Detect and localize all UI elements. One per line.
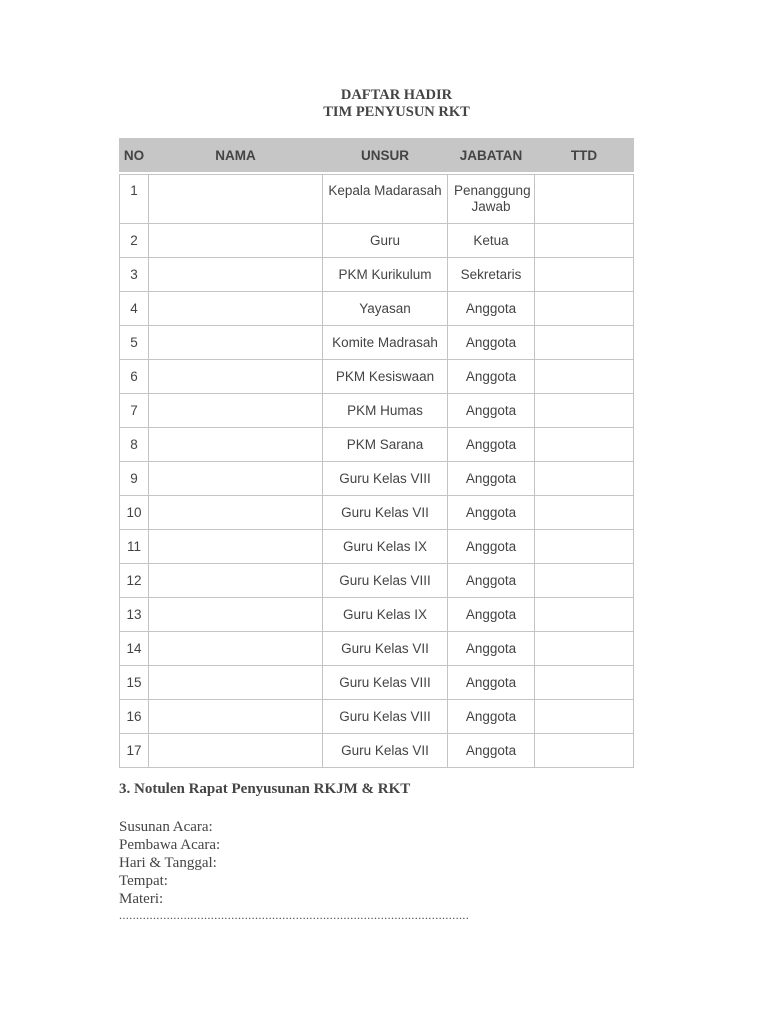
cell-nama — [149, 428, 323, 462]
cell-unsur: Guru Kelas VIII — [323, 700, 448, 734]
cell-unsur: Guru Kelas VII — [323, 632, 448, 666]
cell-unsur: Guru Kelas VIII — [323, 666, 448, 700]
cell-no: 4 — [120, 292, 149, 326]
cell-no: 8 — [120, 428, 149, 462]
cell-unsur: Guru Kelas VIII — [323, 564, 448, 598]
header-jabatan: JABATAN — [448, 139, 535, 172]
field-tempat: Tempat: — [119, 873, 168, 889]
header-nama: NAMA — [149, 139, 323, 172]
field-pembawa-acara: Pembawa Acara: — [119, 837, 221, 853]
meeting-fields — [119, 818, 220, 908]
cell-no: 16 — [120, 700, 149, 734]
cell-no: 14 — [120, 632, 149, 666]
cell-ttd — [535, 564, 634, 598]
cell-jabatan: Anggota — [448, 462, 535, 496]
cell-ttd — [535, 428, 634, 462]
cell-nama — [149, 258, 323, 292]
cell-unsur: PKM Kesiswaan — [323, 360, 448, 394]
header-ttd: TTD — [535, 139, 634, 172]
cell-no: 11 — [120, 530, 149, 564]
cell-no: 1 — [120, 175, 149, 224]
attendance-table — [119, 138, 634, 768]
cell-no: 15 — [120, 666, 149, 700]
header-unsur: UNSUR — [323, 139, 448, 172]
cell-no: 10 — [120, 496, 149, 530]
cell-ttd — [535, 292, 634, 326]
cell-nama — [149, 700, 323, 734]
section-heading: 3. Notulen Rapat Penyusunan RKJM & RKT — [119, 781, 411, 797]
cell-nama — [149, 394, 323, 428]
table-row — [120, 360, 634, 394]
cell-jabatan: Anggota — [448, 292, 535, 326]
table-row — [120, 734, 634, 768]
cell-jabatan: Penanggung Jawab — [448, 175, 535, 224]
cell-no: 5 — [120, 326, 149, 360]
cell-jabatan: Anggota — [448, 326, 535, 360]
cell-nama — [149, 224, 323, 258]
cell-jabatan: Anggota — [448, 598, 535, 632]
cell-jabatan: Anggota — [448, 666, 535, 700]
cell-no: 7 — [120, 394, 149, 428]
field-susunan-acara: Susunan Acara: — [119, 819, 213, 835]
cell-unsur: Komite Madrasah — [323, 326, 448, 360]
cell-no: 2 — [120, 224, 149, 258]
title-line-1: DAFTAR HADIR — [340, 87, 453, 103]
cell-jabatan: Anggota — [448, 428, 535, 462]
table-row — [120, 175, 634, 224]
cell-nama — [149, 462, 323, 496]
table-row — [120, 700, 634, 734]
cell-nama — [149, 530, 323, 564]
cell-ttd — [535, 258, 634, 292]
cell-unsur: PKM Sarana — [323, 428, 448, 462]
table-row — [120, 224, 634, 258]
table-body — [120, 172, 634, 768]
field-materi: Materi: — [119, 891, 164, 907]
cell-unsur: Guru Kelas VIII — [323, 462, 448, 496]
cell-ttd — [535, 224, 634, 258]
table-row — [120, 564, 634, 598]
cell-no: 13 — [120, 598, 149, 632]
dotted-line: ....................................................................................................... — [119, 908, 470, 922]
table-row — [120, 428, 634, 462]
cell-ttd — [535, 734, 634, 768]
table-row — [120, 326, 634, 360]
field-hari-tanggal: Hari & Tanggal: — [119, 855, 217, 871]
document-title — [0, 87, 768, 121]
cell-jabatan: Anggota — [448, 564, 535, 598]
cell-jabatan: Anggota — [448, 394, 535, 428]
cell-nama — [149, 292, 323, 326]
cell-nama — [149, 666, 323, 700]
cell-jabatan: Anggota — [448, 700, 535, 734]
table-row — [120, 530, 634, 564]
table-row — [120, 258, 634, 292]
cell-ttd — [535, 462, 634, 496]
cell-nama — [149, 326, 323, 360]
cell-nama — [149, 632, 323, 666]
title-line-2: TIM PENYUSUN RKT — [323, 104, 470, 120]
cell-unsur: Kepala Madarasah — [323, 175, 448, 224]
cell-unsur: PKM Humas — [323, 394, 448, 428]
cell-no: 3 — [120, 258, 149, 292]
cell-ttd — [535, 360, 634, 394]
cell-nama — [149, 175, 323, 224]
cell-ttd — [535, 496, 634, 530]
cell-jabatan: Anggota — [448, 496, 535, 530]
header-no: NO — [120, 139, 149, 172]
cell-nama — [149, 564, 323, 598]
cell-no: 17 — [120, 734, 149, 768]
cell-unsur: Guru Kelas VII — [323, 734, 448, 768]
cell-ttd — [535, 175, 634, 224]
cell-unsur: Guru Kelas VII — [323, 496, 448, 530]
cell-jabatan: Anggota — [448, 530, 535, 564]
cell-nama — [149, 734, 323, 768]
cell-nama — [149, 496, 323, 530]
cell-nama — [149, 598, 323, 632]
table-row — [120, 496, 634, 530]
cell-no: 6 — [120, 360, 149, 394]
cell-jabatan: Anggota — [448, 360, 535, 394]
table-row — [120, 292, 634, 326]
cell-jabatan: Anggota — [448, 734, 535, 768]
table-row — [120, 462, 634, 496]
cell-jabatan: Anggota — [448, 632, 535, 666]
cell-ttd — [535, 666, 634, 700]
cell-ttd — [535, 632, 634, 666]
cell-unsur: Yayasan — [323, 292, 448, 326]
table-row — [120, 666, 634, 700]
cell-ttd — [535, 326, 634, 360]
cell-ttd — [535, 700, 634, 734]
cell-ttd — [535, 394, 634, 428]
cell-no: 9 — [120, 462, 149, 496]
cell-ttd — [535, 530, 634, 564]
table-row — [120, 632, 634, 666]
cell-unsur: Guru — [323, 224, 448, 258]
cell-nama — [149, 360, 323, 394]
cell-no: 12 — [120, 564, 149, 598]
cell-unsur: Guru Kelas IX — [323, 530, 448, 564]
cell-jabatan: Ketua — [448, 224, 535, 258]
table-row — [120, 598, 634, 632]
cell-unsur: PKM Kurikulum — [323, 258, 448, 292]
table-row — [120, 394, 634, 428]
cell-ttd — [535, 598, 634, 632]
cell-unsur: Guru Kelas IX — [323, 598, 448, 632]
table-header-row — [120, 139, 634, 172]
cell-jabatan: Sekretaris — [448, 258, 535, 292]
